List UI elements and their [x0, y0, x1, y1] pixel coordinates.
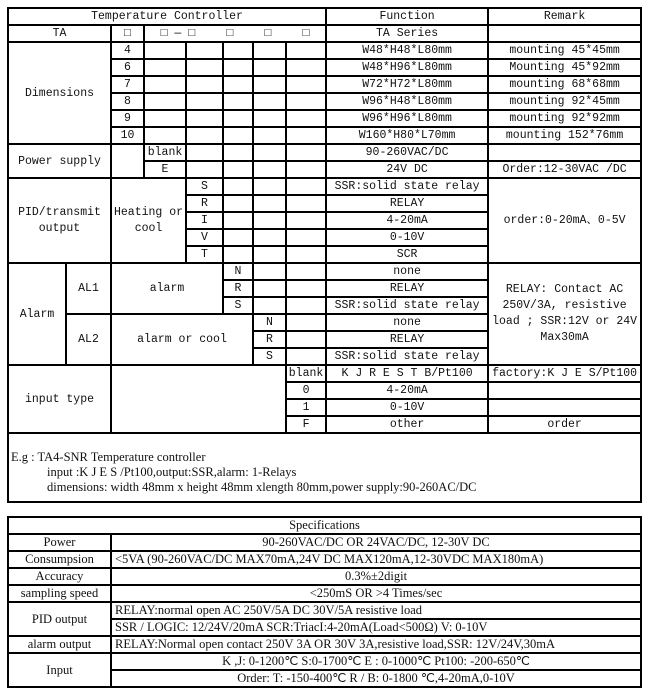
code-slots: [144, 25, 326, 42]
spec-value: 90-260VAC/DC OR 24VAC/DC, 12-30V DC: [111, 534, 641, 551]
spec-label: PID output: [8, 602, 111, 636]
option-code: R: [223, 280, 253, 297]
empty-cell: [286, 110, 326, 127]
spec-value: K ,J: 0-1200℃ S:0-1700℃ E : 0-1000℃ Pt100: -200-650℃: [111, 653, 641, 670]
option-code: 7: [111, 76, 144, 93]
option-remark: mounting 92*45mm: [488, 93, 641, 110]
table-row: [8, 144, 641, 161]
option-function: SSR:solid state relay: [326, 178, 488, 195]
empty-cell: [286, 59, 326, 76]
empty-cell: [144, 76, 186, 93]
empty-cell: [253, 280, 286, 297]
empty-cell: [111, 365, 286, 433]
option-function: 90-260VAC/DC: [326, 144, 488, 161]
option-code: blank: [144, 144, 186, 161]
example-text: [8, 433, 641, 502]
table-row: [8, 42, 641, 59]
empty-cell: [223, 76, 253, 93]
table-row: [8, 178, 641, 195]
option-function: SCR: [326, 246, 488, 263]
code-slot: □: [226, 27, 234, 40]
series-name: TA Series: [326, 25, 488, 42]
specs-title: Specifications: [8, 517, 641, 534]
option-code: 8: [111, 93, 144, 110]
function-header: Function: [326, 8, 488, 25]
empty-cell: [286, 314, 326, 331]
spec-value: <250mS OR >4 Times/sec: [111, 585, 641, 602]
remark-cell: [488, 25, 641, 42]
empty-cell: [253, 59, 286, 76]
empty-cell: [286, 348, 326, 365]
empty-cell: [286, 127, 326, 144]
option-function: other: [326, 416, 488, 433]
empty-cell: [253, 263, 286, 280]
empty-cell: [144, 59, 186, 76]
empty-cell: [286, 161, 326, 178]
empty-cell: [144, 93, 186, 110]
option-remark: Order:12-30VAC /DC: [488, 161, 641, 178]
empty-cell: [223, 161, 253, 178]
option-function: SSR:solid state relay: [326, 348, 488, 365]
empty-cell: [286, 178, 326, 195]
spec-label: Consumpsion: [8, 551, 111, 568]
option-code: 10: [111, 127, 144, 144]
empty-cell: [253, 229, 286, 246]
option-code: T: [186, 246, 223, 263]
option-function: RELAY: [326, 331, 488, 348]
option-function: W96*H96*L80mm: [326, 110, 488, 127]
table-row: [8, 365, 641, 382]
empty-cell: [253, 212, 286, 229]
empty-cell: [223, 229, 253, 246]
option-remark: Mounting 45*92mm: [488, 59, 641, 76]
option-function: none: [326, 263, 488, 280]
empty-cell: [186, 93, 223, 110]
empty-cell: [253, 246, 286, 263]
spec-label: alarm output: [8, 636, 111, 653]
option-code: N: [223, 263, 253, 280]
option-function: RELAY: [326, 280, 488, 297]
option-function: W96*H48*L80mm: [326, 93, 488, 110]
example-line: E.g : TA4-SNR Temperature controller: [11, 450, 206, 464]
empty-cell: [223, 144, 253, 161]
option-remark: [488, 382, 641, 399]
al1-desc: alarm: [111, 263, 223, 314]
option-function: W48*H48*L80mm: [326, 42, 488, 59]
spec-label: Power: [8, 534, 111, 551]
empty-cell: [286, 263, 326, 280]
empty-cell: [253, 127, 286, 144]
empty-cell: [286, 280, 326, 297]
empty-cell: [144, 110, 186, 127]
empty-cell: [253, 161, 286, 178]
option-code: R: [186, 195, 223, 212]
option-code: S: [223, 297, 253, 314]
table-row: [8, 568, 641, 585]
empty-cell: [186, 144, 223, 161]
example-line: input :K J E S /Pt100,output:SSR,alarm: 1-Relays: [47, 465, 297, 479]
empty-cell: [186, 110, 223, 127]
option-function: 4-20mA: [326, 382, 488, 399]
empty-cell: [111, 144, 144, 178]
option-code: R: [253, 331, 286, 348]
model-selection-table: [7, 7, 642, 503]
empty-cell: [223, 127, 253, 144]
table-row: [8, 517, 641, 534]
pid-remark: order:0-20mA、0-5V: [488, 178, 641, 263]
option-code: F: [286, 416, 326, 433]
code-slot: □: [302, 27, 310, 40]
option-code: I: [186, 212, 223, 229]
option-function: W48*H96*L80mm: [326, 59, 488, 76]
option-code: V: [186, 229, 223, 246]
model-prefix: TA: [8, 25, 111, 42]
option-function: 4-20mA: [326, 212, 488, 229]
option-code: 0: [286, 382, 326, 399]
al1-label: AL1: [66, 263, 111, 314]
option-function: W160*H80*L70mm: [326, 127, 488, 144]
empty-cell: [286, 297, 326, 314]
table-row: [8, 263, 641, 280]
empty-cell: [223, 195, 253, 212]
spec-value: 0.3%±2digit: [111, 568, 641, 585]
spec-label: Input: [8, 653, 111, 687]
alarm-label: Alarm: [8, 263, 66, 365]
al2-desc: alarm or cool: [111, 314, 253, 365]
option-code: N: [253, 314, 286, 331]
empty-cell: [186, 76, 223, 93]
empty-cell: [223, 212, 253, 229]
table-row: [8, 653, 641, 670]
empty-cell: [253, 195, 286, 212]
empty-cell: [286, 212, 326, 229]
spec-value: Order: T: -150-400℃ R / B: 0-1800 ℃,4-20mA,0-10V: [111, 670, 641, 687]
al2-label: AL2: [66, 314, 111, 365]
empty-cell: [144, 127, 186, 144]
option-remark: mounting 152*76mm: [488, 127, 641, 144]
input-type-label: input type: [8, 365, 111, 433]
empty-cell: [223, 178, 253, 195]
option-remark: mounting 45*45mm: [488, 42, 641, 59]
option-function: 0-10V: [326, 229, 488, 246]
empty-cell: [186, 42, 223, 59]
option-function: K J R E S T B/Pt100: [326, 365, 488, 382]
empty-cell: [223, 42, 253, 59]
empty-cell: [253, 110, 286, 127]
empty-cell: [286, 76, 326, 93]
spec-value: RELAY:normal open AC 250V/5A DC 30V/5A resistive load: [111, 602, 641, 619]
option-function: none: [326, 314, 488, 331]
table-title: Temperature Controller: [8, 8, 326, 25]
table-row: [8, 585, 641, 602]
code-slot: □: [264, 27, 272, 40]
header-row: [8, 8, 641, 25]
empty-cell: [286, 42, 326, 59]
spec-value: RELAY:Normal open contact 250V 3A OR 30V 3A,resistive load,SSR: 12V/24V,30mA: [111, 636, 641, 653]
empty-cell: [286, 246, 326, 263]
option-function: 0-10V: [326, 399, 488, 416]
specifications-table: [7, 516, 642, 688]
spec-value: SSR / LOGIC: 12/24V/20mA SCR:TriacI:4-20mA(Load<500Ω) V: 0-10V: [111, 619, 641, 636]
option-code: E: [144, 161, 186, 178]
option-code: 4: [111, 42, 144, 59]
alarm-remark: RELAY: Contact AC 250V/3A, resistive load ; SSR:12V or 24V Max30mA: [488, 263, 641, 365]
code-slot: □: [111, 25, 144, 42]
option-code: S: [186, 178, 223, 195]
code-slot: □ — □: [160, 27, 196, 40]
empty-cell: [223, 93, 253, 110]
option-code: 9: [111, 110, 144, 127]
table-row: [8, 551, 641, 568]
empty-cell: [286, 144, 326, 161]
empty-cell: [253, 297, 286, 314]
empty-cell: [186, 127, 223, 144]
option-function: 24V DC: [326, 161, 488, 178]
option-function: SSR:solid state relay: [326, 297, 488, 314]
option-code: 1: [286, 399, 326, 416]
option-code: blank: [286, 365, 326, 382]
empty-cell: [253, 42, 286, 59]
heating-cool-label: Heating or cool: [111, 178, 186, 263]
example-line: dimensions: width 48mm x height 48mm xlength 80mm,power supply:90-260AC/DC: [47, 480, 477, 494]
option-remark: order: [488, 416, 641, 433]
empty-cell: [286, 229, 326, 246]
option-remark: factory:K J E S/Pt100: [488, 365, 641, 382]
option-code: 6: [111, 59, 144, 76]
empty-cell: [253, 178, 286, 195]
power-supply-label: Power supply: [8, 144, 111, 178]
option-function: W72*H72*L80mm: [326, 76, 488, 93]
spec-label: sampling speed: [8, 585, 111, 602]
empty-cell: [223, 59, 253, 76]
empty-cell: [286, 331, 326, 348]
model-code-row: [8, 25, 641, 42]
empty-cell: [186, 161, 223, 178]
empty-cell: [223, 110, 253, 127]
dimensions-label: Dimensions: [8, 42, 111, 144]
table-row: [8, 602, 641, 619]
empty-cell: [286, 93, 326, 110]
option-remark: [488, 399, 641, 416]
empty-cell: [223, 246, 253, 263]
option-function: RELAY: [326, 195, 488, 212]
empty-cell: [253, 76, 286, 93]
empty-cell: [253, 144, 286, 161]
remark-header: Remark: [488, 8, 641, 25]
option-remark: mounting 68*68mm: [488, 76, 641, 93]
option-code: S: [253, 348, 286, 365]
empty-cell: [144, 42, 186, 59]
spec-label: Accuracy: [8, 568, 111, 585]
pid-output-label: PID/transmit output: [8, 178, 111, 263]
option-remark: [488, 144, 641, 161]
empty-cell: [286, 195, 326, 212]
table-row: [8, 534, 641, 551]
empty-cell: [186, 59, 223, 76]
table-row: [8, 636, 641, 653]
spec-value: <5VA (90-260VAC/DC MAX70mA,24V DC MAX120mA,12-30VDC MAX180mA): [111, 551, 641, 568]
empty-cell: [253, 93, 286, 110]
option-remark: mounting 92*92mm: [488, 110, 641, 127]
example-row: [8, 433, 641, 502]
